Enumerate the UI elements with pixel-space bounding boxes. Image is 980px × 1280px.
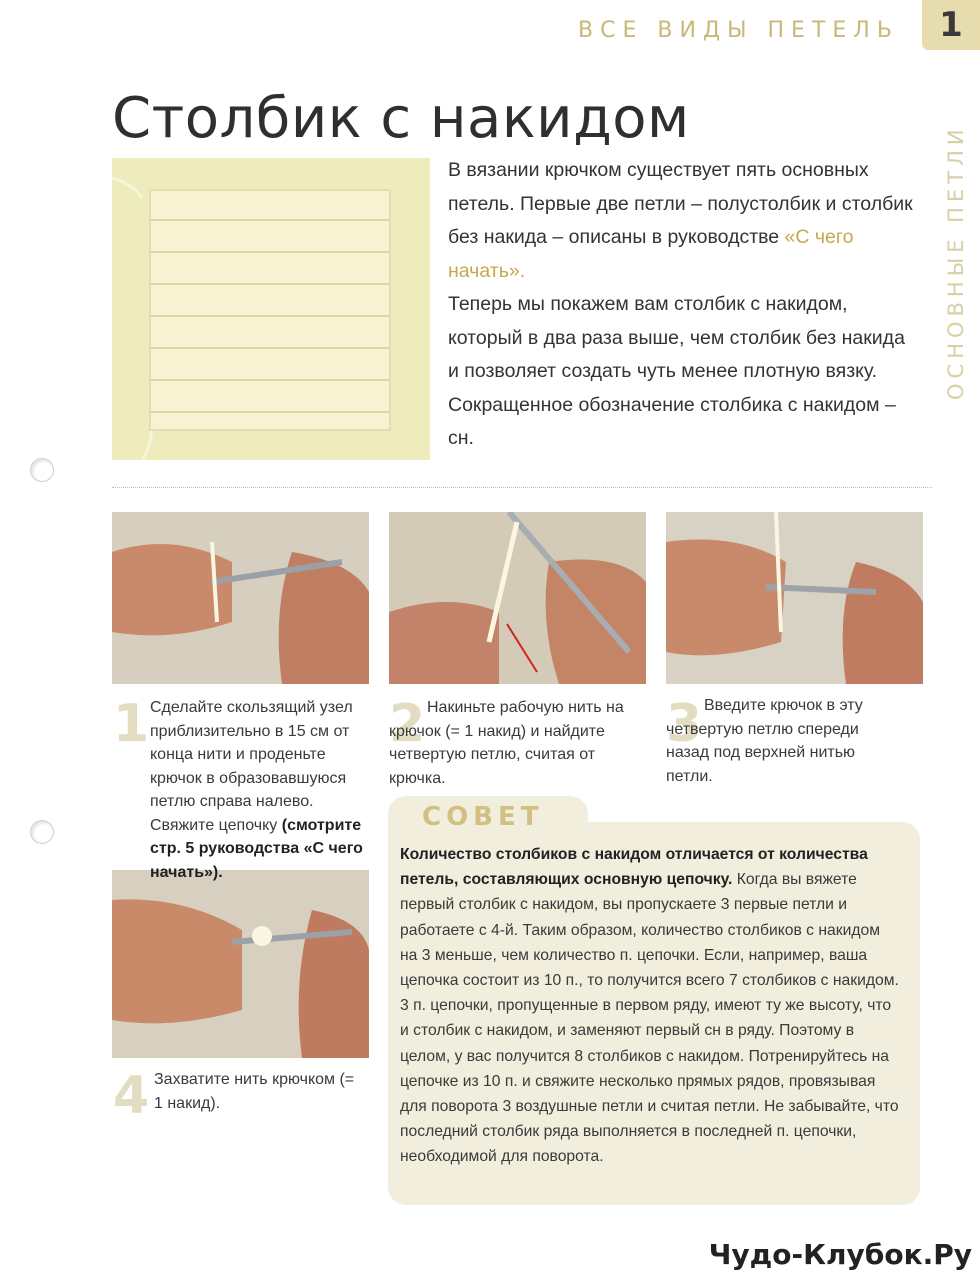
tip-lead: Количество столбиков с накидом отличается от количества петель, составляющих основную цепочку. xyxy=(400,846,868,889)
step-2-text: Накиньте рабочую нить на крючок (= 1 накид) и найдите четвертую петлю, считая от крючка. xyxy=(389,699,624,787)
tip-body: Когда вы вяжете первый столбик с накидом, вы пропускаете 3 первые петли и работаете с 4-й. Таким образом, количество столбиков с накидом на 3 меньше, чем количество п. цепочки. Если, например, ваша цепочка состоит из 10 п., то получится всего 7 столбиков с накидом. 3 п. цепочки, пропущенные в первом ряду, имеют ту же высоту, что и столбик с накидом, и заменяют первый сн в ряду. Поэтому в целом, у вас получится 8 столбиков с накидом. Потренируйтесь на цепочке из 10 п. и свяжите несколько прямых рядов, провязывая для поворота 3 воздушные петли и считая петли. Не забывайте, что последний столбик ряда выполняется в последней п. цепочки, необходимой для поворота. xyxy=(400,871,899,1166)
section-divider xyxy=(112,487,932,488)
chapter-badge: 1 xyxy=(922,0,980,50)
step-3-photo xyxy=(666,512,923,684)
punch-hole xyxy=(30,458,54,482)
side-section-label: ОСНОВНЫЕ ПЕТЛИ xyxy=(944,124,968,400)
intro-text xyxy=(448,154,918,456)
intro-text-1: В вязании крючком существует пять основных петель. Первые две петли – полустолбик и столбик без накида – описаны в руководстве xyxy=(448,159,913,248)
tip-title: СОВЕТ xyxy=(422,802,544,832)
intro-paragraph: Теперь мы покажем вам столбик с накидом, который в два раза выше, чем столбик без накида и позволяет создать чуть менее плотную вязку. xyxy=(448,293,905,382)
crochet-swatch-photo xyxy=(112,158,430,460)
step-1-text xyxy=(150,696,372,884)
step-1-reference: (смотрите стр. 5 руководства «С чего начать»). xyxy=(150,816,363,881)
step-2-photo xyxy=(389,512,646,684)
step-1-number: 1 xyxy=(113,694,150,754)
step-4-text: Захватите нить крючком (= 1 накид). xyxy=(154,1071,355,1112)
step-3-number: 3 xyxy=(666,694,703,754)
step-2-number: 2 xyxy=(389,694,426,754)
step-3-text: Введите крючок в эту четвертую петлю спереди назад под верхней нитью петли. xyxy=(666,697,863,785)
page-title: Столбик с накидом xyxy=(112,86,690,151)
punch-hole xyxy=(30,820,54,844)
step-4-photo xyxy=(112,870,369,1058)
step-1-photo xyxy=(112,512,369,684)
step-4-number: 4 xyxy=(113,1066,150,1126)
guide-link: «С чего начать». xyxy=(448,226,854,282)
tip-text xyxy=(400,842,900,1170)
section-header: ВСЕ ВИДЫ ПЕТЕЛЬ xyxy=(578,18,899,43)
intro-paragraph xyxy=(448,154,918,288)
intro-paragraph: Сокращенное обозначение столбика с накидом – сн. xyxy=(448,393,896,449)
step-1-instruction: Сделайте скользящий узел приблизительно в 15 см от конца нити и проденьте крючок в образовавшуюся петлю справа налево. Свяжите цепочку xyxy=(150,699,353,834)
site-watermark: Чудо-Клубок.Ру xyxy=(708,1238,972,1271)
